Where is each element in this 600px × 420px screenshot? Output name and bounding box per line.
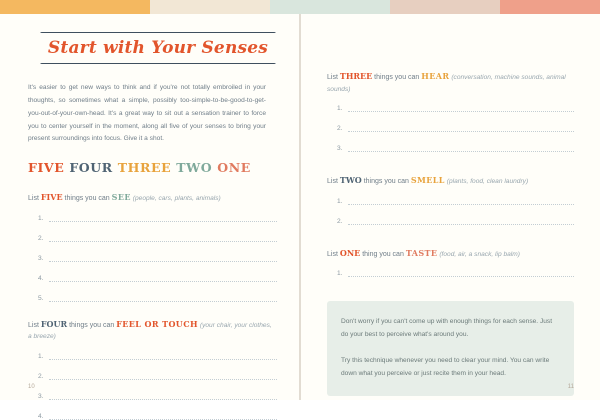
prompt-smell-number: TWO: [339, 175, 362, 186]
answer-lines-see: [28, 213, 277, 302]
prompt-feel-mid: things you can: [69, 321, 115, 329]
line-number: 4.: [38, 412, 44, 420]
line-rule[interactable]: [49, 273, 277, 282]
answer-line[interactable]: [28, 233, 277, 242]
prompt-smell-lead: List: [327, 178, 338, 186]
prompt-taste-lead: List: [327, 250, 338, 258]
line-number: 2.: [38, 234, 44, 242]
prompt-feel: [28, 318, 277, 343]
prompt-smell: [327, 174, 574, 188]
answer-line[interactable]: [327, 216, 574, 225]
prompt-feel-number: FOUR: [40, 318, 68, 329]
page-title: Start with Your Senses: [32, 33, 284, 63]
answer-line[interactable]: [28, 253, 277, 262]
line-number: 1.: [337, 270, 343, 278]
intro-paragraph: It's easier to get new ways to think and if you're not totally embroiled in your thoughts, so sometimes what a simple, possibly too-simple-to-be-good-to-get-you-out-of-your-own-head. It's a great way to sit out a sensation trainer to force you to center yourself in the moment, along all five of your senses to bring your present surroundings into focus. Give it a shot.: [28, 84, 266, 143]
band-segment-orange: [0, 0, 150, 14]
band-segment-coral: [500, 0, 600, 14]
line-number: 1.: [38, 352, 44, 360]
answer-line[interactable]: [28, 213, 277, 222]
countdown-word-five: FIVE: [28, 160, 65, 176]
prompt-smell-example: (plants, food, clean laundry): [446, 178, 529, 186]
line-rule[interactable]: [348, 268, 574, 277]
band-segment-green: [270, 0, 390, 14]
line-rule[interactable]: [49, 351, 277, 360]
answer-line[interactable]: [327, 143, 574, 152]
line-rule[interactable]: [49, 233, 277, 242]
answer-line[interactable]: [327, 268, 574, 277]
prompt-see-sense: SEE: [111, 192, 131, 203]
line-number: 2.: [337, 125, 343, 133]
prompt-hear-number: THREE: [339, 71, 373, 81]
line-rule[interactable]: [348, 123, 574, 132]
prompt-smell-mid: things you can: [363, 178, 409, 186]
prompt-hear-example: (conversation, machine sounds, animal sounds): [327, 74, 566, 93]
page-title-banner: [32, 32, 284, 66]
prompt-hear-sense: HEAR: [421, 71, 450, 81]
line-rule[interactable]: [348, 216, 574, 225]
answer-line[interactable]: [28, 351, 277, 360]
decorative-color-band: [0, 0, 600, 14]
prompt-see: [28, 191, 277, 205]
line-number: 2.: [337, 217, 343, 225]
answer-lines-hear: [327, 103, 574, 152]
prompt-taste-number: ONE: [339, 247, 361, 258]
prompt-taste-example: (food, air, a snack, lip balm): [439, 250, 520, 258]
countdown-word-one: ONE: [217, 160, 251, 176]
page-number-right: 11: [567, 384, 574, 390]
answer-lines-taste: [327, 268, 574, 277]
line-number: 1.: [337, 197, 343, 205]
answer-lines-smell: [327, 196, 574, 225]
answer-line[interactable]: [28, 293, 277, 302]
line-rule[interactable]: [49, 391, 277, 400]
countdown-word-three: THREE: [117, 160, 172, 176]
line-number: 5.: [38, 294, 44, 302]
answer-line[interactable]: [327, 103, 574, 112]
line-number: 3.: [38, 392, 44, 400]
line-number: 3.: [337, 145, 343, 153]
line-rule[interactable]: [49, 293, 277, 302]
note-paragraph-2: Try this technique whenever you need to clear your mind. You can write down what you perceive or just recite them in your head.: [341, 356, 550, 377]
prompt-see-mid: things you can: [64, 195, 110, 203]
line-number: 3.: [38, 254, 44, 262]
band-segment-cream: [150, 0, 270, 14]
line-rule[interactable]: [49, 213, 277, 222]
prompt-see-example: (people, cars, plants, animals): [132, 195, 221, 203]
line-number: 1.: [337, 105, 343, 113]
answer-line[interactable]: [28, 371, 277, 380]
prompt-taste-sense: TASTE: [405, 247, 438, 258]
line-rule[interactable]: [348, 143, 574, 152]
page-number-left: 10: [28, 384, 35, 390]
line-number: 1.: [38, 214, 44, 222]
right-page: [301, 14, 600, 400]
line-number: 4.: [38, 274, 44, 282]
line-rule[interactable]: [348, 103, 574, 112]
prompt-taste: [327, 247, 574, 261]
prompt-see-number: FIVE: [40, 192, 63, 203]
prompt-hear-mid: things you can: [374, 74, 420, 81]
countdown-heading: [28, 160, 277, 175]
note-paragraph-1: Don't worry if you can't come up with enough things for each sense. Just do your best to perceive what's around you.: [341, 318, 553, 339]
line-rule[interactable]: [49, 253, 277, 262]
answer-line[interactable]: [28, 391, 277, 400]
prompt-feel-sense: FEEL OR TOUCH: [116, 318, 198, 329]
line-rule[interactable]: [49, 411, 277, 420]
prompt-taste-mid: thing you can: [362, 250, 404, 258]
countdown-word-two: TWO: [176, 160, 213, 176]
line-number: 2.: [38, 372, 44, 380]
answer-lines-feel: [28, 351, 277, 420]
prompt-feel-lead: List: [28, 321, 39, 329]
line-rule[interactable]: [49, 371, 277, 380]
prompt-hear: [327, 70, 574, 95]
book-gutter: [299, 14, 301, 400]
prompt-smell-sense: SMELL: [410, 175, 445, 186]
answer-line[interactable]: [28, 273, 277, 282]
line-rule[interactable]: [348, 196, 574, 205]
answer-line[interactable]: [28, 411, 277, 420]
prompt-see-lead: List: [28, 195, 39, 203]
tip-note-box: [327, 301, 574, 396]
prompt-feel-example: (your chair, your clothes, a breeze): [28, 321, 272, 341]
answer-line[interactable]: [327, 196, 574, 205]
band-segment-tan: [390, 0, 500, 14]
left-page: [0, 14, 299, 420]
answer-line[interactable]: [327, 123, 574, 132]
countdown-word-four: FOUR: [69, 160, 113, 176]
prompt-hear-lead: List: [327, 74, 338, 81]
